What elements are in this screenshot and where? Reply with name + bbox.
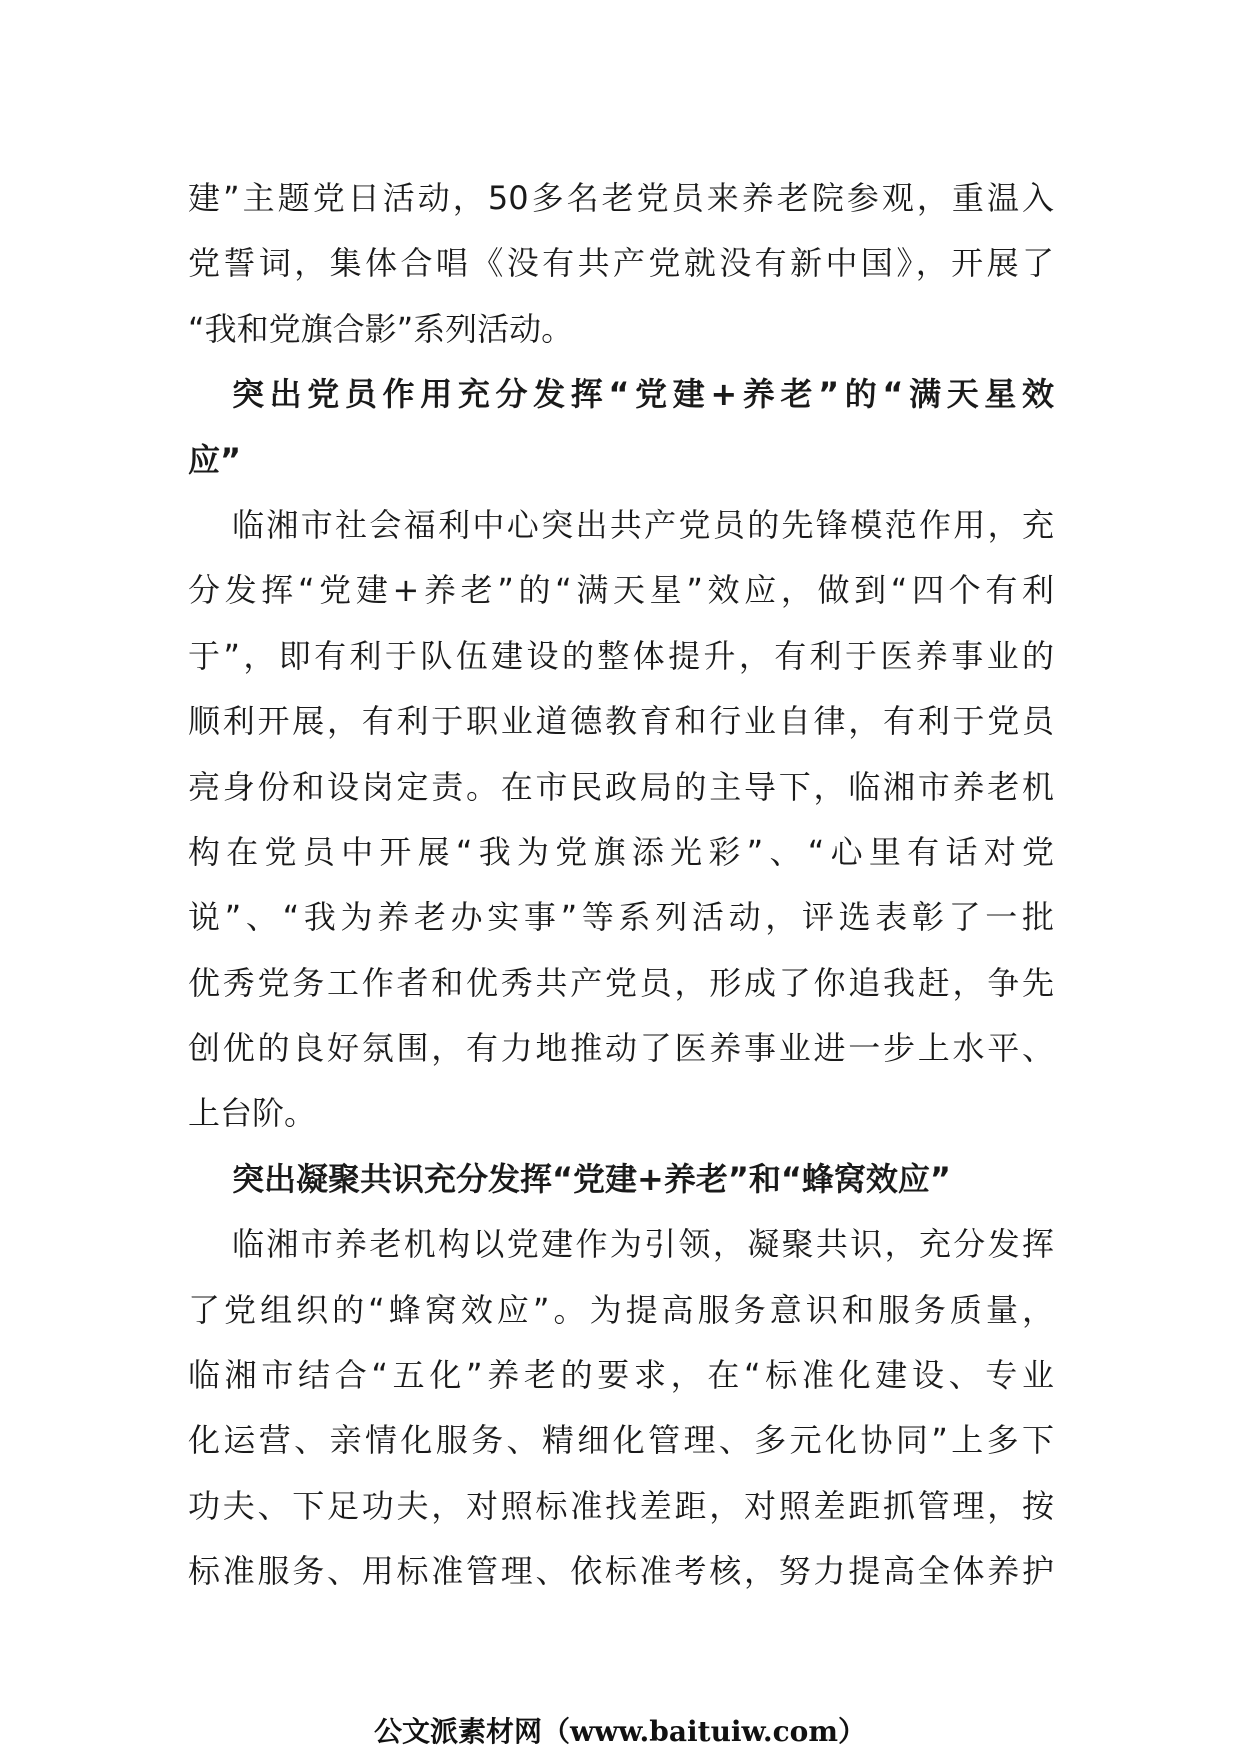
body-line: “我和党旗合影”系列活动。 [188,309,574,348]
body-line: 顺利开展，有利于职业道德教育和行业自律，有利于党员 [188,702,1054,741]
body-line: 了党组织的“蜂窝效应”。为提高服务意识和服务质量， [188,1290,1054,1329]
body-line: 分发挥“党建+养老”的“满天星”效应，做到“四个有利 [188,571,1054,610]
body-line: 亮身份和设岗定责。在市民政局的主导下，临湘市养老机 [188,767,1054,806]
body-line: 建”主题党日活动，50多名老党员来养老院参观，重温入 [188,179,1054,217]
body-line: 于”，即有利于队伍建设的整体提升，有利于医养事业的 [188,636,1054,675]
body-line: 优秀党务工作者和优秀共产党员，形成了你追我赶，争先 [188,963,1054,1002]
page-footer-watermark: 公文派素材网（www.baituiw.com） [374,1715,866,1748]
section-heading: 应” [188,440,242,479]
body-line: 党誓词，集体合唱《没有共产党就没有新中国》，开展了 [188,244,1054,283]
body-line: 临湘市社会福利中心突出共产党员的先锋模范作用，充 [232,505,1054,544]
body-line: 创优的良好氛围，有力地推动了医养事业进一步上水平、 [188,1029,1054,1068]
document-body [188,166,1054,1605]
body-line: 上台阶。 [188,1094,317,1133]
body-line: 功夫、下足功夫，对照标准找差距，对照差距抓管理，按 [188,1486,1054,1525]
body-line: 说”、“我为养老办实事”等系列活动，评选表彰了一批 [188,898,1054,937]
body-line: 临湘市养老机构以党建作为引领，凝聚共识，充分发挥 [232,1225,1054,1264]
body-line: 标准服务、用标准管理、依标准考核，努力提高全体养护 [188,1552,1054,1591]
section-heading: 突出凝聚共识充分发挥“党建+养老”和“蜂窝效应” [232,1159,951,1198]
body-line: 化运营、亲情化服务、精细化管理、多元化协同”上多下 [188,1421,1054,1460]
body-line: 临湘市结合“五化”养老的要求，在“标准化建设、专业 [188,1356,1054,1395]
body-line: 构在党员中开展“我为党旗添光彩”、“心里有话对党 [188,832,1054,871]
section-heading: 突出党员作用充分发挥“党建+养老”的“满天星效 [232,375,1054,414]
